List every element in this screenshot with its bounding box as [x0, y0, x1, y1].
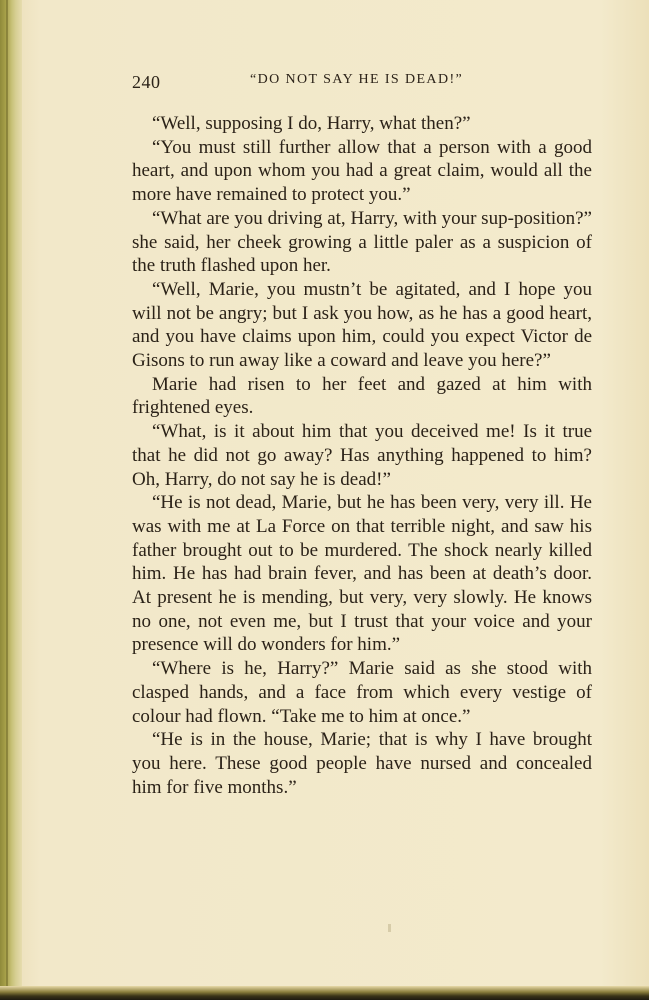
paragraph: “Well, Marie, you mustn’t be agitated, and I hope you will not be angry; but I ask you how, as he has a good heart, and you have claims upon him, could you expect Victor de Gisons to run away like a coward and leave you here?”	[132, 278, 592, 372]
spine-line	[6, 0, 8, 1000]
page-bottom-edge	[0, 986, 649, 1000]
paper-mark	[388, 924, 391, 932]
paragraph: “What, is it about him that you deceived me! Is it true that he did not go away? Has anything happened to him? Oh, Harry, do not say he is dead!”	[132, 421, 592, 490]
paragraph: “Where is he, Harry?” Marie said as she stood with clasped hands, and a face from which every vestige of colour had flown. “Take me to him at once.”	[132, 658, 592, 727]
running-head: “DO NOT SAY HE IS DEAD!”	[250, 72, 464, 87]
paragraph: Marie had risen to her feet and gazed at him with frightened eyes.	[132, 373, 592, 419]
page-header	[132, 72, 592, 96]
page-number: 240	[132, 72, 161, 92]
paragraph: “Well, supposing I do, Harry, what then?”	[152, 113, 471, 134]
paragraph: “What are you driving at, Harry, with your sup-position?” she said, her cheek growing a little paler as a suspicion of the truth flashed upon her.	[132, 207, 592, 277]
paragraph: “He is not dead, Marie, but he has been very, very ill. He was with me at La Force on that terrible night, and saw his father brought out to be murdered. The shock nearly killed him. He has had brain fever, and has been at death’s door. At present he is mending, but very, very slowly. He knows no one, not even me, but I trust that your voice and your presence will do wonders for him.”	[132, 492, 592, 656]
book-spine	[0, 0, 22, 1000]
body-text	[132, 112, 592, 799]
paragraph: “You must still further allow that a person with a good heart, and upon whom you had a great claim, would all the more have remained to protect you.”	[132, 136, 592, 206]
paragraph: “He is in the house, Marie; that is why I have brought you here. These good people have nursed and concealed him for five months.”	[132, 729, 592, 798]
